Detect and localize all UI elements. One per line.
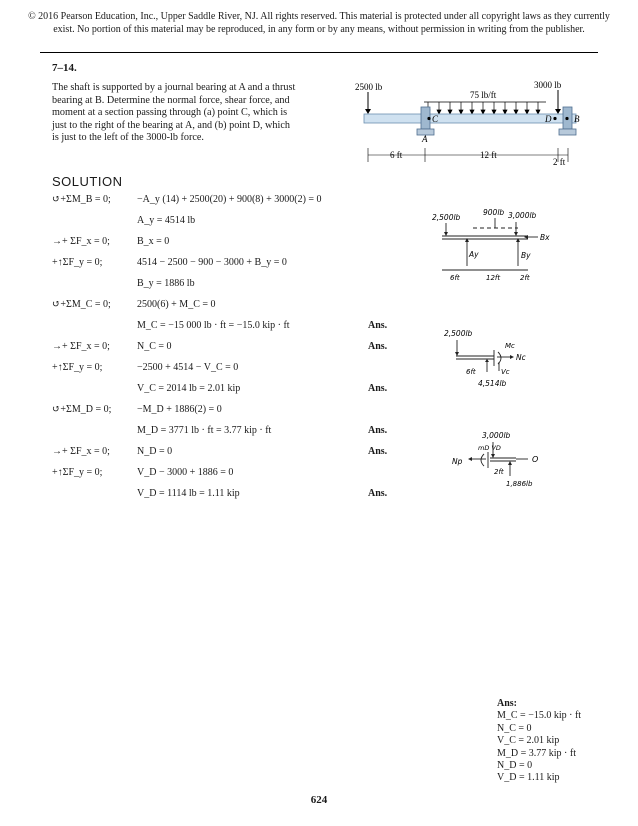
eq-label: →+ ΣF_x = 0; (52, 236, 110, 247)
page-number: 624 (310, 794, 328, 806)
sketch1-left-load: 2,500lb (432, 213, 461, 222)
eq-label: →+ ΣF_x = 0; (52, 341, 110, 352)
equation: 2500(6) + M_C = 0 (137, 299, 216, 310)
distributed-load-arrows (426, 102, 540, 114)
answer-summary (497, 698, 581, 785)
equation: V_D − 3000 + 1886 = 0 (137, 467, 234, 478)
statement-line: just to the right of the bearing at A, and (b) point D, which (52, 119, 290, 131)
statement-line: is just to the left of the 3000-lb force. (52, 132, 204, 143)
equation: N_C = 0 (137, 341, 172, 352)
summary-line: M_D = 3.77 kip · ft (497, 747, 576, 759)
label-b: B (574, 114, 580, 124)
sketch2-d: 6ft (466, 368, 476, 376)
eq-label: ↺+ΣM_D = 0; (52, 404, 112, 415)
eq-label: ↺+ΣM_C = 0; (52, 299, 111, 310)
solution-heading: SOLUTION (52, 174, 123, 189)
statement-line: The shaft is supported by a journal bearing at A and a thrust (52, 82, 296, 93)
equation: −M_D + 1886(2) = 0 (137, 404, 222, 415)
equation: −A_y (14) + 2500(20) + 900(8) + 3000(2) = 0 (137, 194, 322, 205)
sketch1-ay: Ay (469, 250, 479, 259)
copyright-line-2: exist. No portion of this material may be reproduced, in any form or by any means, without permission in writing from the publisher. (53, 24, 585, 35)
eq-label: +↑ΣF_y = 0; (52, 257, 103, 268)
ans-marker: Ans. (368, 488, 388, 499)
header-rule (40, 52, 598, 53)
eq-label: +↑ΣF_y = 0; (52, 362, 103, 373)
equation: A_y = 4514 lb (137, 215, 196, 226)
sketch1-d3: 2ft (520, 274, 530, 282)
dim-12ft: 12 ft (480, 150, 497, 160)
copyright-line-1: © 2016 Pearson Education, Inc., Upper Saddle River, NJ. All rights reserved. This material is protected under all copyright laws as they currently (28, 11, 610, 22)
sketch2-nc: Nc (516, 353, 526, 362)
equation: −2500 + 4514 − V_C = 0 (137, 362, 239, 373)
sketch1-by: By (521, 251, 531, 260)
distributed-load-label: 75 lb/ft (470, 90, 497, 100)
equation: M_D = 3771 lb · ft = 3.77 kip · ft (137, 425, 272, 436)
sketch2-reaction: 4,514lb (478, 379, 507, 388)
dim-6ft: 6 ft (390, 150, 403, 160)
ans-marker: Ans. (368, 320, 388, 331)
sketch3-o: O (532, 455, 539, 464)
sketch-fbd-full (428, 206, 558, 284)
problem-number: 7–14. (52, 62, 77, 74)
sketch3-d: 2ft (494, 468, 504, 476)
ans-marker: Ans. (368, 341, 388, 352)
sketch2-load: 2,500lb (444, 329, 473, 338)
sketch-fbd-section-c (442, 326, 552, 392)
equation: V_C = 2014 lb = 2.01 kip (137, 383, 241, 394)
sketch3-load: 3,000lb (482, 431, 511, 440)
ans-marker: Ans. (368, 383, 388, 394)
eq-label: →+ ΣF_x = 0; (52, 446, 110, 457)
load-left-label: 2500 lb (355, 82, 383, 92)
equation: V_D = 1114 lb = 1.11 kip (137, 488, 240, 499)
equation: B_y = 1886 lb (137, 278, 195, 289)
sketch1-mid-load: 900lb (483, 208, 505, 217)
summary-heading: Ans: (497, 698, 518, 709)
sketch1-d1: 6ft (450, 274, 460, 282)
copyright-notice (20, 10, 618, 36)
sketch3-mv: mD VD (478, 444, 501, 452)
shaft-figure (350, 76, 596, 172)
load-right-label: 3000 lb (534, 80, 562, 90)
ans-marker: Ans. (368, 446, 388, 457)
eq-label: ↺+ΣM_B = 0; (52, 194, 111, 205)
equation: 4514 − 2500 − 900 − 3000 + B_y = 0 (137, 257, 287, 268)
label-a: A (422, 134, 428, 144)
sketch2-mc: Mc (505, 342, 515, 350)
sketch2-vc: Vc (501, 368, 510, 376)
load-left-arrow (365, 109, 371, 114)
sketch3-np: Np (452, 457, 463, 466)
equation: N_D = 0 (137, 446, 173, 457)
summary-line: V_C = 2.01 kip (497, 735, 560, 747)
sketch1-d2: 12ft (486, 274, 501, 282)
eq-label: +↑ΣF_y = 0; (52, 467, 103, 478)
statement-line: moment at a section passing through (a) point C, which is (52, 107, 288, 118)
sketch1-right-load: 3,000lb (508, 211, 537, 220)
equation: B_x = 0 (137, 236, 170, 247)
problem-statement (52, 82, 308, 145)
sketch-fbd-section-d (448, 428, 558, 492)
load-right-arrow (555, 109, 561, 114)
ans-marker: Ans. (368, 425, 388, 436)
summary-line: N_C = 0 (497, 722, 532, 734)
dim-2ft: 2 ft (553, 157, 566, 167)
summary-line: M_C = −15.0 kip · ft (497, 710, 582, 722)
label-c: C (432, 114, 439, 124)
sketch1-bx: Bx (540, 233, 550, 242)
statement-line: bearing at B. Determine the normal force, shear force, and (52, 94, 290, 106)
summary-line: V_D = 1.11 kip (497, 772, 560, 784)
sketch3-reaction: 1,886lb (506, 480, 533, 488)
summary-line: N_D = 0 (497, 760, 533, 772)
label-d: D (545, 114, 552, 124)
equation: M_C = −15 000 lb · ft = −15.0 kip · ft (137, 320, 290, 331)
